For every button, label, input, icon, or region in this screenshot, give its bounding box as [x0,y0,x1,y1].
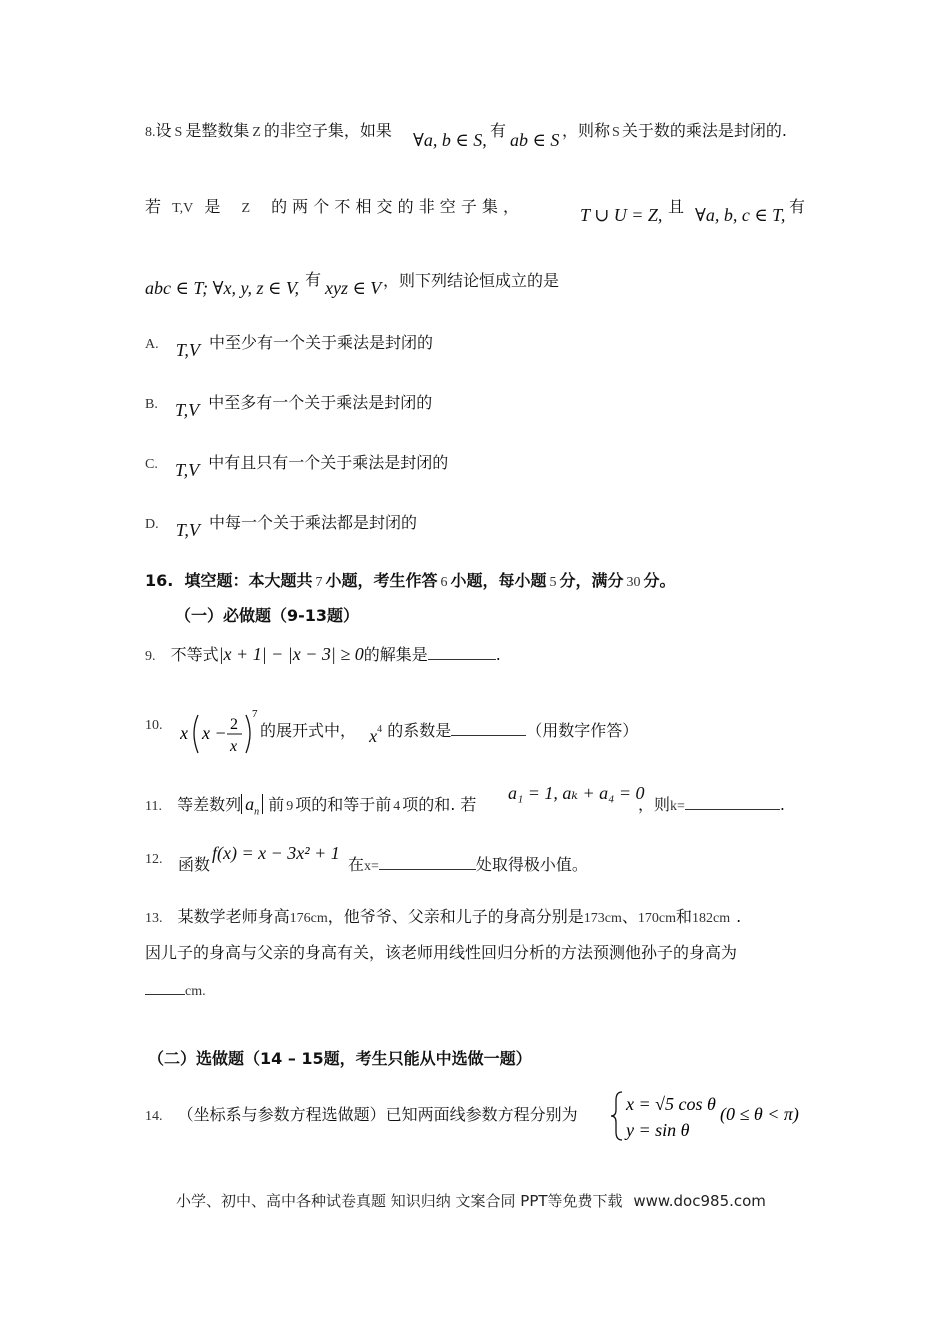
q10-formula [180,705,260,761]
q10-answer-blank[interactable] [451,721,526,736]
q14-equations [610,1090,810,1142]
option-a: A. T,V 中至少有一个关于乘法是封闭的 [145,333,433,360]
q8-line1-end: ，则称 S 关于数的乘法是封闭的. [562,121,787,140]
left-paren [194,715,198,753]
q10-inner: x − [202,723,227,743]
q12-math: f(x) = x − 3x² + 1 [212,843,340,863]
right-paren [246,715,250,753]
q8-math-abc: abc ∈ T; ∀x, y, z ∈ V, [145,278,300,298]
q8-you: 有 [490,121,507,140]
q11-tail: ，则k= . [638,795,786,814]
q8-prompt: ，则下列结论恒成立的是 [383,271,560,290]
option-b: B. T,V 中至多有一个关于乘法是封闭的 [145,393,433,420]
option-c: C. T,V 中有且只有一个关于乘法是封闭的 [145,453,449,480]
section16-subheading: （一）必做题（9-13题） [175,606,360,625]
q12-label: 函数 [178,855,211,874]
q8-qie: 且 [668,197,685,216]
q10-numerator: 2 [230,716,238,733]
q11-answer-blank[interactable] [685,795,780,810]
q10-denominator: x [230,738,238,755]
q8-math-xyz: xyz ∈ V [325,278,382,298]
q8-math-forall: ∀a, b ∈ S, [413,130,487,150]
q14-eq2: y = sin θ [626,1120,690,1140]
q10-x: x [180,723,188,743]
q13-line2: 因儿子的身高与父亲的身高有关，该老师用线性回归分析的方法预测他孙子的身高为 [145,943,738,962]
q14-system [610,1090,810,1146]
q12-answer-blank[interactable] [379,855,476,870]
q13-line3: cm. [145,980,206,1000]
q8-math-ab: ab ∈ S [510,130,560,150]
left-brace [611,1092,622,1140]
q13-line1: 13. 某数学老师身高176cm，他爷爷、父亲和儿子的身高分别是173cm、170cm和182cm . [145,907,742,926]
q8-you3: 有 [305,270,322,289]
q8-line2: 若 T,V 是 Z 的 两 个 不 相 交 的 非 空 子 集 ， [145,197,520,216]
q12-number: 12. [145,852,163,867]
q8-number: 8. [145,125,156,140]
q10-exponent: 7 [252,708,258,720]
option-d: D. T,V 中每一个关于乘法都是封闭的 [145,513,417,540]
q9: 9. 不等式|x + 1| − |x − 3| ≥ 0的解集是 . [145,644,501,664]
q8-math-forall-abc: ∀a, b, c ∈ T, [695,205,786,225]
footer: 小学、初中、高中各种试卷真题 知识归纳 文案合同 PPT等免费下载 www.doc985.com [176,1192,766,1210]
q11: 11. 等差数列 $a_n$ 前 9 项的和等于前 4 项的和. 若 [145,794,477,818]
q12-tail: 在x= 处取得极小值。 [348,855,588,874]
q8-you2: 有 [789,197,806,216]
q10-expression [180,705,260,765]
q14-eq1: x = √5 cos θ [626,1094,716,1114]
q11-math: a₁ = 1, aₖ + a₄ = 0 [508,783,645,803]
q10-number: 10. [145,718,163,733]
q8-line1: 8.设 S 是整数集 Z 的非空子集，如果 [145,121,392,140]
q9-answer-blank[interactable] [428,645,496,660]
section16-heading: 16. 填空题：本大题共 7 小题，考生作答 6 小题，每小题 5 分，满分 30 分。 [145,571,676,590]
section2-heading: （二）选做题（14 – 15题，考生只能从中选做一题） [148,1049,532,1068]
q8-math-union: T ∪ U = Z, [580,205,663,225]
footer-site-link[interactable]: www.doc985.com [633,1192,766,1210]
q14: 14. （坐标系与参数方程选做题）已知两面线参数方程分别为 [145,1105,578,1124]
q11-abs-an: $a_n$ [241,794,263,814]
q13-answer-blank[interactable] [145,980,185,995]
q10-text: 的展开式中， $x^4$ 的系数是 （用数字作答） [260,721,639,746]
q9-math: |x + 1| − |x − 3| ≥ 0 [218,644,364,664]
q14-condition: (0 ≤ θ < π) [720,1104,799,1124]
